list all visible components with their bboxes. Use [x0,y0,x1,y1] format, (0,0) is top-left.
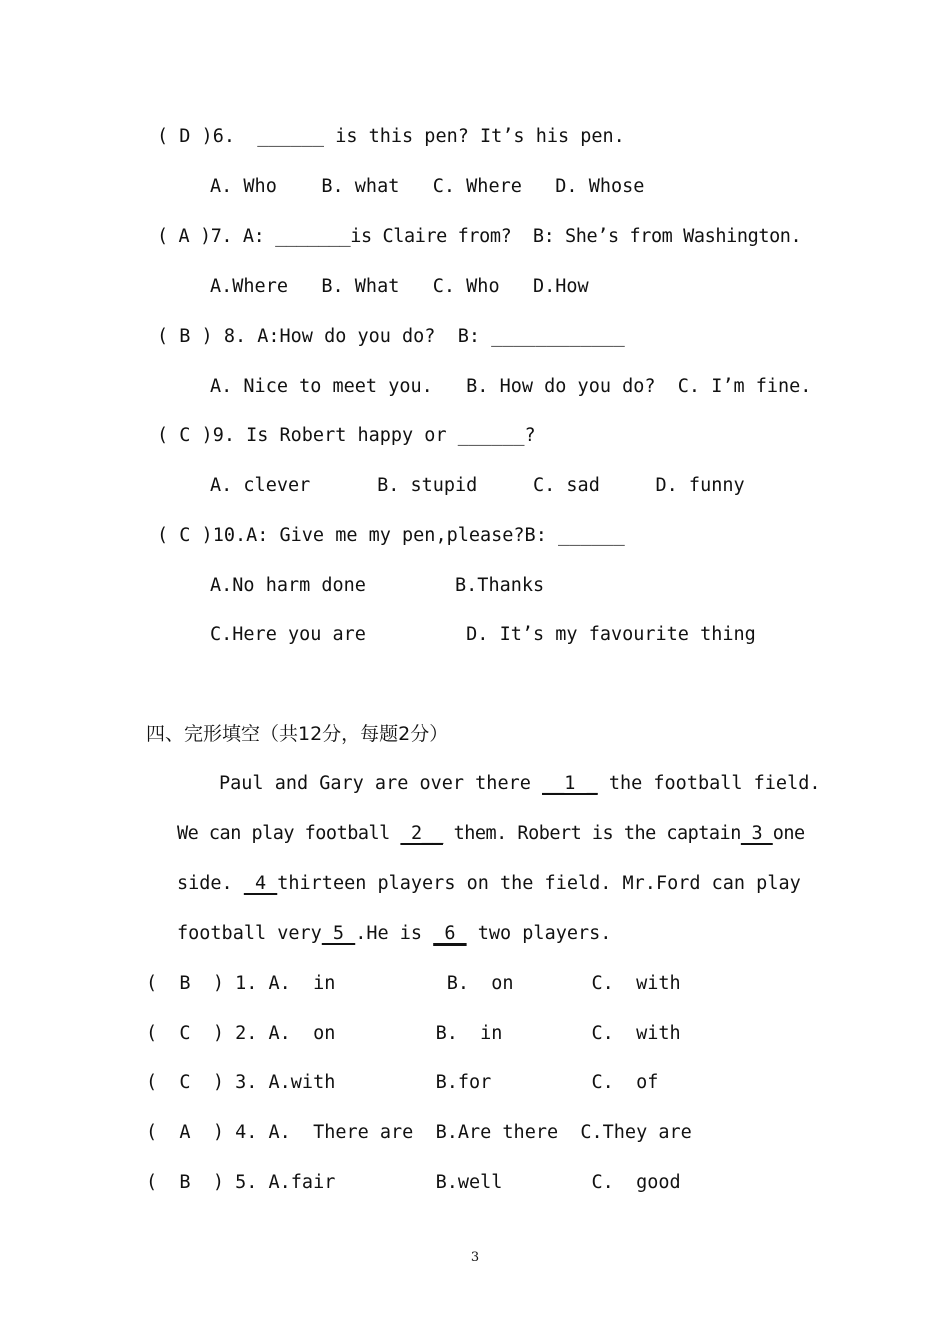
passage-text: two players. [466,923,612,944]
blank-5: 5 [321,923,356,944]
cloze-item-1: ( B ) 1. A. in B. on C. with [146,973,681,994]
question-6: ( D )6. ______ is this pen? It’s his pen. [157,126,625,147]
passage-text: .He is [355,923,434,944]
cloze-item-3: ( C ) 3. A.with B.for C. of [146,1072,659,1093]
cloze-item-5: ( B ) 5. A.fair B.well C. good [146,1172,681,1193]
question-9: ( C )9. Is Robert happy or ______? [157,425,536,446]
passage-text: one [772,823,805,844]
passage-text: them. Robert is the captain [442,823,741,844]
passage-line-3 [177,872,801,896]
section-4-heading: 四、完形填空（共12分，每题2分） [146,723,449,745]
question-7-options: A.Where B. What C. Who D.How [210,276,589,297]
question-10-options-row1: A.No harm done B.Thanks [210,575,545,596]
question-8: ( B ) 8. A:How do you do? B: ____________ [157,326,625,347]
question-6-options: A. Who B. what C. Where D. Whose [210,176,645,197]
blank-1: __1 _ [542,773,598,794]
cloze-item-4: ( A ) 4. A. There are B.Are there C.They are [146,1122,692,1143]
question-9-options: A. clever B. stupid C. sad D. funny [210,475,745,496]
passage-text: the football field. [597,773,821,794]
passage-text: thirteen players on the field. Mr.Ford can play [277,873,801,894]
blank-6: 6 [433,923,467,944]
passage-line-1 [219,772,820,796]
question-8-options: A. Nice to meet you. B. How do you do? C. I’m fine. [210,376,812,397]
passage-line-2 [177,822,805,846]
blank-4: 4 [243,873,278,894]
page-number: 3 [470,1250,480,1265]
passage-line-4 [177,922,611,946]
question-7: ( A )7. A: _______is Claire from? B: She’s from Washington. [157,226,802,247]
question-10: ( C )10.A: Give me my pen,please?B: ______ [157,525,625,546]
passage-text: We can play football [177,823,401,844]
blank-3: 3 [740,823,773,844]
passage-text: football very [177,923,322,944]
question-10-options-row2: C.Here you are D. It’s my favourite thing [210,624,756,645]
blank-2: 2__ [400,823,443,844]
cloze-item-2: ( C ) 2. A. on B. in C. with [146,1023,681,1044]
passage-text: Paul and Gary are over there [219,773,543,794]
passage-text: side. [177,873,244,894]
